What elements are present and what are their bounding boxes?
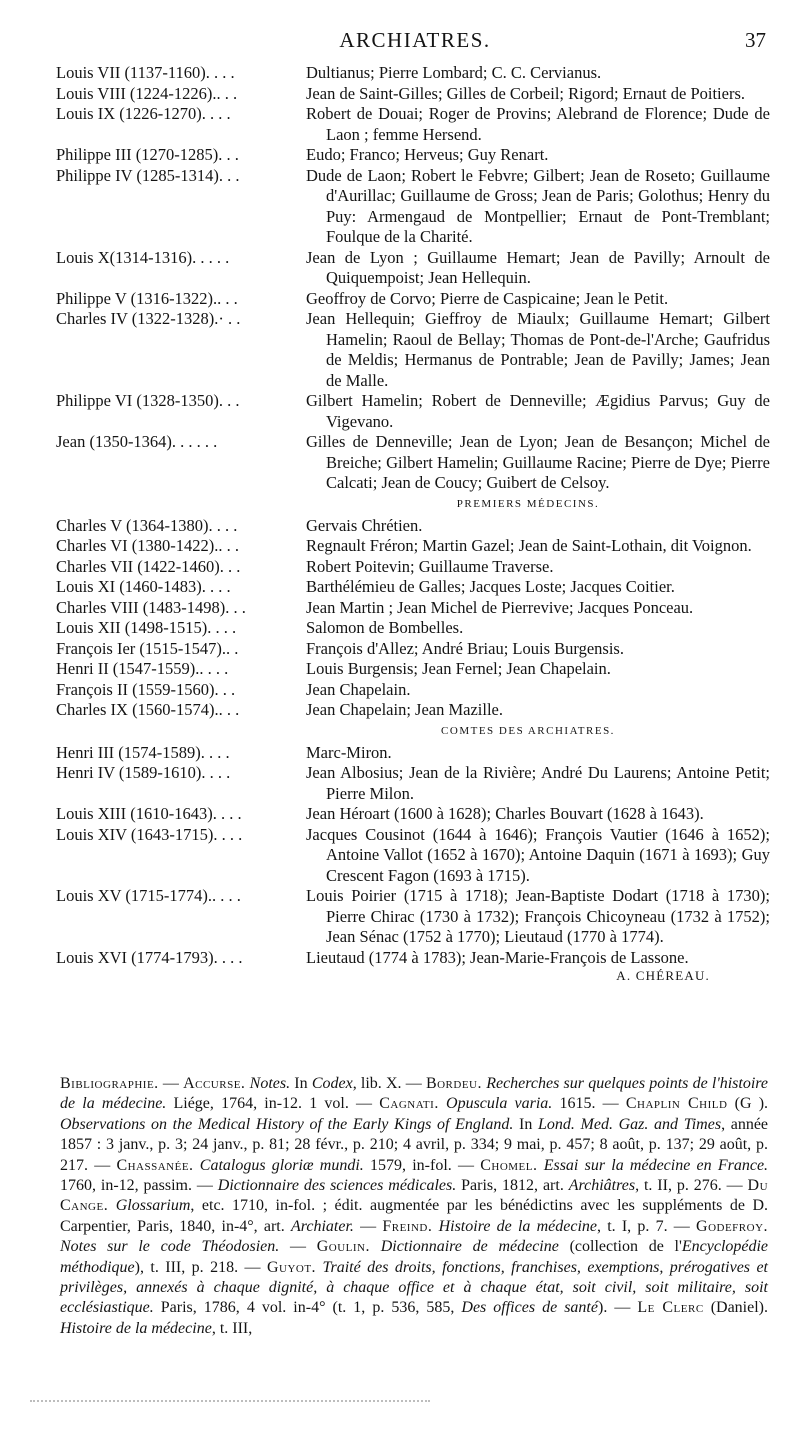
citation-text: In <box>513 1115 538 1133</box>
author-name: Chassanée. <box>116 1156 194 1174</box>
physician-names: Louis Burgensis; Jean Fernel; Jean Chapelain. <box>306 659 611 678</box>
citation-text <box>108 1197 116 1214</box>
physician-names: Robert Poitevin; Guillaume Traverse. <box>306 556 554 576</box>
work-title: Lond. Med. Gaz. and Times <box>538 1115 722 1133</box>
citation-text: (Daniel). <box>703 1299 768 1317</box>
entry-row <box>56 639 770 660</box>
section-heading-comtes: COMTES DES ARCHIATRES. <box>441 724 615 737</box>
author-name: Cagnati. <box>379 1095 439 1113</box>
entry-row <box>56 557 770 578</box>
author-signature: A. CHÉREAU. <box>616 968 710 983</box>
work-title: Notes sur le code Théodosien. <box>60 1238 280 1256</box>
work-title: Archiater. <box>290 1217 354 1235</box>
king-reign: Charles IV (1322-1328).· . . <box>56 309 241 328</box>
citation-text: Liége, 1764, in-12. 1 vol. — <box>166 1095 380 1113</box>
bibliography-paragraph <box>60 1074 768 1339</box>
work-title: Notes. <box>249 1075 291 1092</box>
entry-row <box>56 104 770 145</box>
physician-names: Barthélémieu de Galles; Jacques Loste; Jacques Coitier. <box>306 577 675 596</box>
king-reign: Louis X(1314-1316). . . . . <box>56 247 230 267</box>
work-title: Dictionnaire des sciences médicales. <box>217 1177 457 1195</box>
work-title: Encyclopédie méthodique <box>60 1238 769 1276</box>
king-reign: Jean (1350-1364). . . . . . <box>56 432 218 451</box>
comtes-entries <box>56 743 770 969</box>
king-reign: Philippe VI (1328-1350). . . <box>56 391 240 410</box>
work-title: Essai sur la médecine en France. <box>543 1156 769 1174</box>
king-reign: Louis XIII (1610-1643). . . . <box>56 804 242 823</box>
work-title: Dictionnaire de médecine <box>380 1238 559 1256</box>
author-name: Bibliographie. <box>60 1075 159 1092</box>
physician-names: Salomon de Bombelles. <box>306 618 464 637</box>
citation-text <box>370 1238 381 1255</box>
physician-names: Dultianus; Pierre Lombard; C. C. Cervianus. <box>306 63 602 82</box>
work-title: Observations on the Medical History of the Early Kings of England. <box>60 1115 514 1133</box>
entry-row <box>56 763 770 804</box>
page-number: 37 <box>745 28 766 52</box>
king-reign: Charles IX (1560-1574).. . . <box>56 700 240 719</box>
work-title: Histoire de la médecine <box>60 1319 212 1337</box>
king-reign: Louis XI (1460-1483). . . . <box>56 577 231 596</box>
citation-text: , t. II, p. 276. — <box>635 1177 748 1195</box>
citation-text: , année 1857 : 3 janv., p. 3; 24 janv., p. 81; 28 févr., p. 210; 4 avril, p. 334; 9 mai, p. 457; 8 août, p. 137; 29 août, p. 217. — <box>60 1115 769 1174</box>
citation-text: (collection de l' <box>558 1238 682 1256</box>
author-name: Le Clerc <box>637 1299 704 1317</box>
king-reign: Henri II (1547-1559).. . . . <box>56 659 229 678</box>
citation-text: , lib. X. — <box>352 1075 426 1092</box>
physician-names: Jean Héroart (1600 à 1628); Charles Bouvart (1628 à 1643). <box>306 804 704 823</box>
citation-text: , etc. 1710, in-fol. ; édit. augmentée par les bénédictins avec les suppléments de D. Carpentier, Paris, 1840, in-4°, art. <box>60 1197 769 1235</box>
physician-names: Jean Hellequin; Gieffroy de Miaulx; Guillaume Hemart; Gilbert Hamelin; Raoul de Bellay; Thomas de Pont-de-l'Arche; Gaufridus de Meldis; Hermanus de Pontrable; Jean de Pavilly; James; Jean de Malle. <box>306 309 770 390</box>
physician-names: Regnault Fréron; Martin Gazel; Jean de Saint-Lothain, dit Voignon. <box>306 536 752 555</box>
king-reign: Charles V (1364-1380). . . . <box>56 515 238 535</box>
author-name: Chomel. <box>480 1156 538 1174</box>
citation-text: Paris, 1786, 4 vol. in-4° (t. 1, p. 536, 585, <box>153 1299 462 1317</box>
entry-row <box>56 309 770 391</box>
entry-row <box>56 166 770 248</box>
author-name: Du Cange. <box>60 1177 769 1215</box>
entry-row <box>56 248 770 289</box>
citation-text <box>439 1095 446 1112</box>
citation-text: 1579, in-fol. — <box>363 1156 481 1174</box>
citation-text: 1760, in-12, passim. — <box>60 1177 218 1195</box>
physician-names: Eudo; Franco; Herveus; Guy Renart. <box>306 145 549 164</box>
physician-names: Jean Martin ; Jean Michel de Pierrevive; Jacques Ponceau. <box>306 597 694 617</box>
physician-names: Lieutaud (1774 à 1783); Jean-Marie-François de Lassone. <box>306 947 689 967</box>
king-reign: Louis XII (1498-1515). . . . <box>56 618 237 637</box>
author-name: Freind. <box>382 1217 433 1235</box>
citation-text: In <box>290 1075 312 1092</box>
king-reign: Louis XVI (1774-1793). . . . <box>56 947 243 967</box>
page-bottom-artifact <box>30 1400 430 1408</box>
physician-names: Gilbert Hamelin; Robert de Denneville; Ægidius Parvus; Guy de Vigevano. <box>306 391 770 431</box>
citation-text: — <box>353 1217 383 1235</box>
entry-row <box>56 145 770 166</box>
king-reign: Charles VII (1422-1460). . . <box>56 556 241 576</box>
work-title: Traité des droits, fonctions, franchises, exemptions, prérogatives et privilèges, annexés à chaque dignité, à chaque office et à chaque état, soit civil, soit militaire, soit ecclésiastique. <box>60 1258 768 1317</box>
running-header <box>60 28 770 58</box>
physician-names: Marc-Miron. <box>306 742 392 762</box>
author-name: Accurse. <box>183 1075 246 1092</box>
entry-row <box>56 536 770 557</box>
citation-text: Paris, 1812, art. <box>456 1177 569 1195</box>
citation-text: ), t. III, p. 218. — <box>134 1258 267 1276</box>
king-reign: Henri IV (1589-1610). . . . <box>56 763 231 782</box>
entry-row <box>56 289 770 310</box>
entry-row <box>56 391 770 432</box>
archiatres-list <box>56 63 770 984</box>
king-reign: Louis VIII (1224-1226).. . . <box>56 83 238 103</box>
entry-row <box>56 516 770 537</box>
king-reign: Louis IX (1226-1270). . . . <box>56 104 231 123</box>
work-title: Recherches sur quelques points de l'histoire de la médecine. <box>60 1075 769 1113</box>
physician-names: Geoffroy de Corvo; Pierre de Caspicaine; Jean le Petit. <box>306 288 669 308</box>
physician-names: Gervais Chrétien. <box>306 515 423 535</box>
entry-row <box>56 680 770 701</box>
entry-row <box>56 577 770 598</box>
physician-names: Gilles de Denneville; Jean de Lyon; Jean de Besançon; Michel de Breiche; Gilbert Hamelin; Guillaume Racine; Pierre de Dye; Pierre Calcati; Jean de Coucy; Guibert de Celsoy. <box>306 432 770 492</box>
work-title: Opuscula varia. <box>446 1095 553 1113</box>
entry-row <box>56 432 770 494</box>
premiers-medecins-entries <box>56 516 770 721</box>
citation-text: , t. I, p. 7. — <box>597 1217 697 1235</box>
entry-row <box>56 804 770 825</box>
king-reign: François Ier (1515-1547).. . <box>56 638 239 658</box>
entry-row <box>56 63 770 84</box>
page-title: ARCHIATRES. <box>339 28 491 52</box>
section-heading-premiers-medecins: PREMIERS MÉDECINS. <box>456 497 600 510</box>
king-reign: Louis XIV (1643-1715). . . . <box>56 824 243 844</box>
king-reign: Louis XV (1715-1774).. . . . <box>56 886 241 905</box>
physician-names: François d'Allez; André Briau; Louis Burgensis. <box>306 638 624 658</box>
citation-text: (G ). <box>727 1095 769 1113</box>
entry-row <box>56 886 770 948</box>
archiatres-entries <box>56 63 770 494</box>
work-title: Catalogus gloriæ mundi. <box>199 1156 364 1174</box>
physician-names: Jacques Cousinot (1644 à 1646); François Vautier (1646 à 1652); Antoine Vallot (1652 à 1670); Antoine Daquin (1671 à 1693); Guy Crescent Fagon (1693 à 1715). <box>306 824 770 885</box>
author-name: Guyot. <box>266 1258 317 1276</box>
physician-names: Louis Poirier (1715 à 1718); Jean-Baptiste Dodart (1718 à 1730); Pierre Chirac (1730 à 1732); François Chicoyneau (1732 à 1752); Jean Sénac (1752 à 1770); Lieutaud (1770 à 1774). <box>306 886 770 946</box>
physician-names: Jean de Saint-Gilles; Gilles de Corbeil; Rigord; Ernaut de Poitiers. <box>306 83 746 103</box>
physician-names: Jean Chapelain. <box>306 679 411 699</box>
physician-names: Jean de Lyon ; Guillaume Hemart; Jean de Pavilly; Arnoult de Quiquempoist; Jean Hellequin. <box>306 247 770 287</box>
entry-row <box>56 825 770 887</box>
physician-names: Dude de Laon; Robert le Febvre; Gilbert; Jean de Roseto; Guillaume d'Aurillac; Guillaume de Gross; Jean de Paris; Golothus; Henry du Puy: Armengaud de Montpellier; Ernaut de Pont-Tremblant; Foulque de la Charité. <box>306 165 770 246</box>
work-title: Archiâtres <box>568 1177 636 1195</box>
physician-names: Robert de Douai; Roger de Provins; Alebrand de Florence; Dude de Laon ; femme Hersend. <box>306 104 770 144</box>
entry-row <box>56 948 770 969</box>
king-reign: Philippe V (1316-1322).. . . <box>56 288 238 308</box>
work-title: Glossarium <box>115 1197 191 1215</box>
citation-text: — <box>279 1238 317 1256</box>
citation-text: — <box>158 1075 184 1092</box>
king-reign: Philippe IV (1285-1314). . . <box>56 165 240 185</box>
king-reign: Philippe III (1270-1285). . . <box>56 145 239 164</box>
king-reign: Louis VII (1137-1160). . . . <box>56 63 235 82</box>
author-name: Godefroy. <box>696 1217 769 1235</box>
entry-row <box>56 743 770 764</box>
work-title: Codex <box>311 1075 353 1092</box>
author-name: Chaplin Child <box>625 1095 728 1113</box>
entry-row <box>56 659 770 680</box>
citation-text: 1615. — <box>552 1095 626 1113</box>
king-reign: Charles VI (1380-1422).. . . <box>56 536 239 555</box>
entry-row <box>56 84 770 105</box>
king-reign: Charles VIII (1483-1498). . . <box>56 597 246 617</box>
citation-text: , t. III, <box>211 1319 253 1337</box>
king-reign: Henri III (1574-1589). . . . <box>56 742 230 762</box>
physician-names: Jean Chapelain; Jean Mazille. <box>306 700 504 719</box>
work-title: Des offices de santé <box>461 1299 598 1317</box>
work-title: Histoire de la médecine <box>438 1217 597 1235</box>
entry-row <box>56 618 770 639</box>
author-name: Goulin. <box>316 1238 371 1256</box>
king-reign: François II (1559-1560). . . <box>56 679 236 699</box>
entry-row <box>56 700 770 721</box>
citation-text: ). — <box>597 1299 638 1317</box>
entry-row <box>56 598 770 619</box>
physician-names: Jean Albosius; Jean de la Rivière; André Du Laurens; Antoine Petit; Pierre Milon. <box>306 763 770 803</box>
author-name: Bordeu. <box>425 1075 482 1092</box>
